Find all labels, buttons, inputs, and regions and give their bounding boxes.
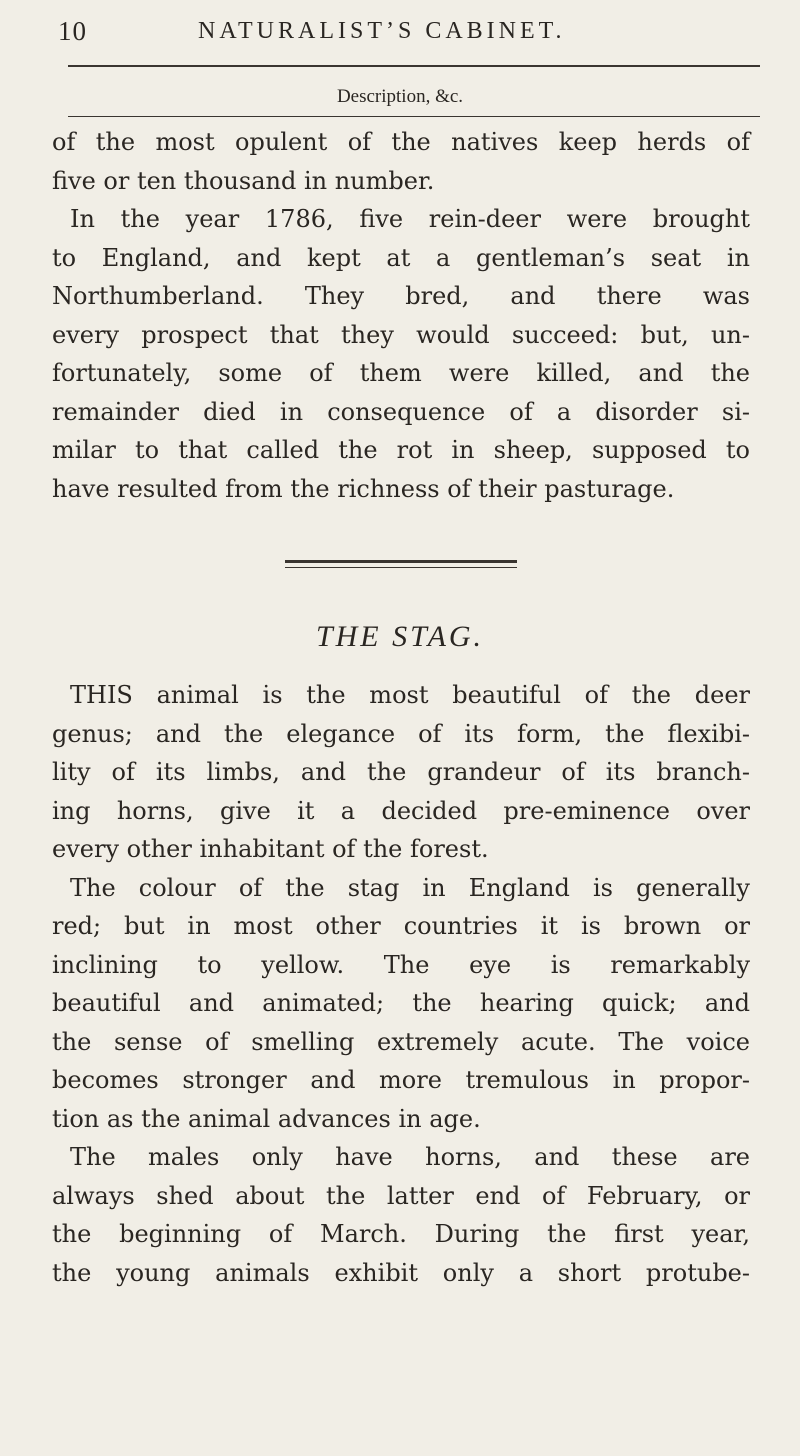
text-line: the beginning of March. During the first year, <box>52 1220 750 1248</box>
text-line: tion as the animal advances in age. <box>52 1104 481 1133</box>
paragraph <box>52 1138 750 1292</box>
paragraph <box>52 869 750 1139</box>
text-line: ing horns, give it a decided pre-eminence over <box>52 796 750 825</box>
text-line: red; but in most other countries it is brown or <box>52 912 750 940</box>
text-line: milar to that called the rot in sheep, supposed to <box>52 436 750 464</box>
running-subhead: Description, &c. <box>336 86 464 107</box>
text-line: beautiful and animated; the hearing quick; and <box>52 989 750 1017</box>
text-line: always shed about the latter end of February, or <box>52 1181 750 1210</box>
text-line: remainder died in consequence of a disorder si- <box>52 397 750 426</box>
text-line: genus; and the elegance of its form, the flexibi- <box>52 719 750 748</box>
section-divider <box>285 560 517 563</box>
text-line: In the year 1786, five rein-deer were brought <box>70 205 750 233</box>
reindeer-continued-text <box>52 123 750 508</box>
text-line: Northumberland. They bred, and there was <box>52 282 750 310</box>
subhead-rule <box>68 116 760 117</box>
stag-text <box>52 676 750 1292</box>
text-line: every prospect that they would succeed: but, un- <box>52 320 750 349</box>
text-line: the young animals exhibit only a short protube- <box>52 1258 750 1287</box>
text-line: of the most opulent of the natives keep herds of <box>52 128 750 156</box>
text-line: THIS animal is the most beautiful of the deer <box>70 681 750 709</box>
text-line: The colour of the stag in England is generally <box>70 873 750 902</box>
running-head <box>58 16 766 56</box>
header-rule <box>68 65 760 67</box>
paragraph <box>52 123 750 200</box>
running-head-title: NATURALIST’S CABINET. <box>198 18 566 44</box>
text-line: the sense of smelling extremely acute. The voice <box>52 1027 750 1056</box>
page-number: 10 <box>58 16 87 46</box>
paragraph <box>52 676 750 869</box>
text-line: to England, and kept at a gentleman’s seat in <box>52 243 750 272</box>
text-line: have resulted from the richness of their pasturage. <box>52 474 675 503</box>
paragraph <box>52 200 750 508</box>
text-line: becomes stronger and more tremulous in propor- <box>52 1066 750 1094</box>
text-line: The males only have horns, and these are <box>70 1143 750 1171</box>
section-heading: THE STAG. <box>315 620 485 653</box>
text-line: five or ten thousand in number. <box>52 166 435 195</box>
text-line: every other inhabitant of the forest. <box>52 835 489 863</box>
text-line: fortunately, some of them were killed, and the <box>52 359 750 387</box>
section-divider-thin <box>285 567 517 568</box>
text-line: lity of its limbs, and the grandeur of its branch- <box>52 758 750 786</box>
text-line: inclining to yellow. The eye is remarkably <box>52 950 750 979</box>
